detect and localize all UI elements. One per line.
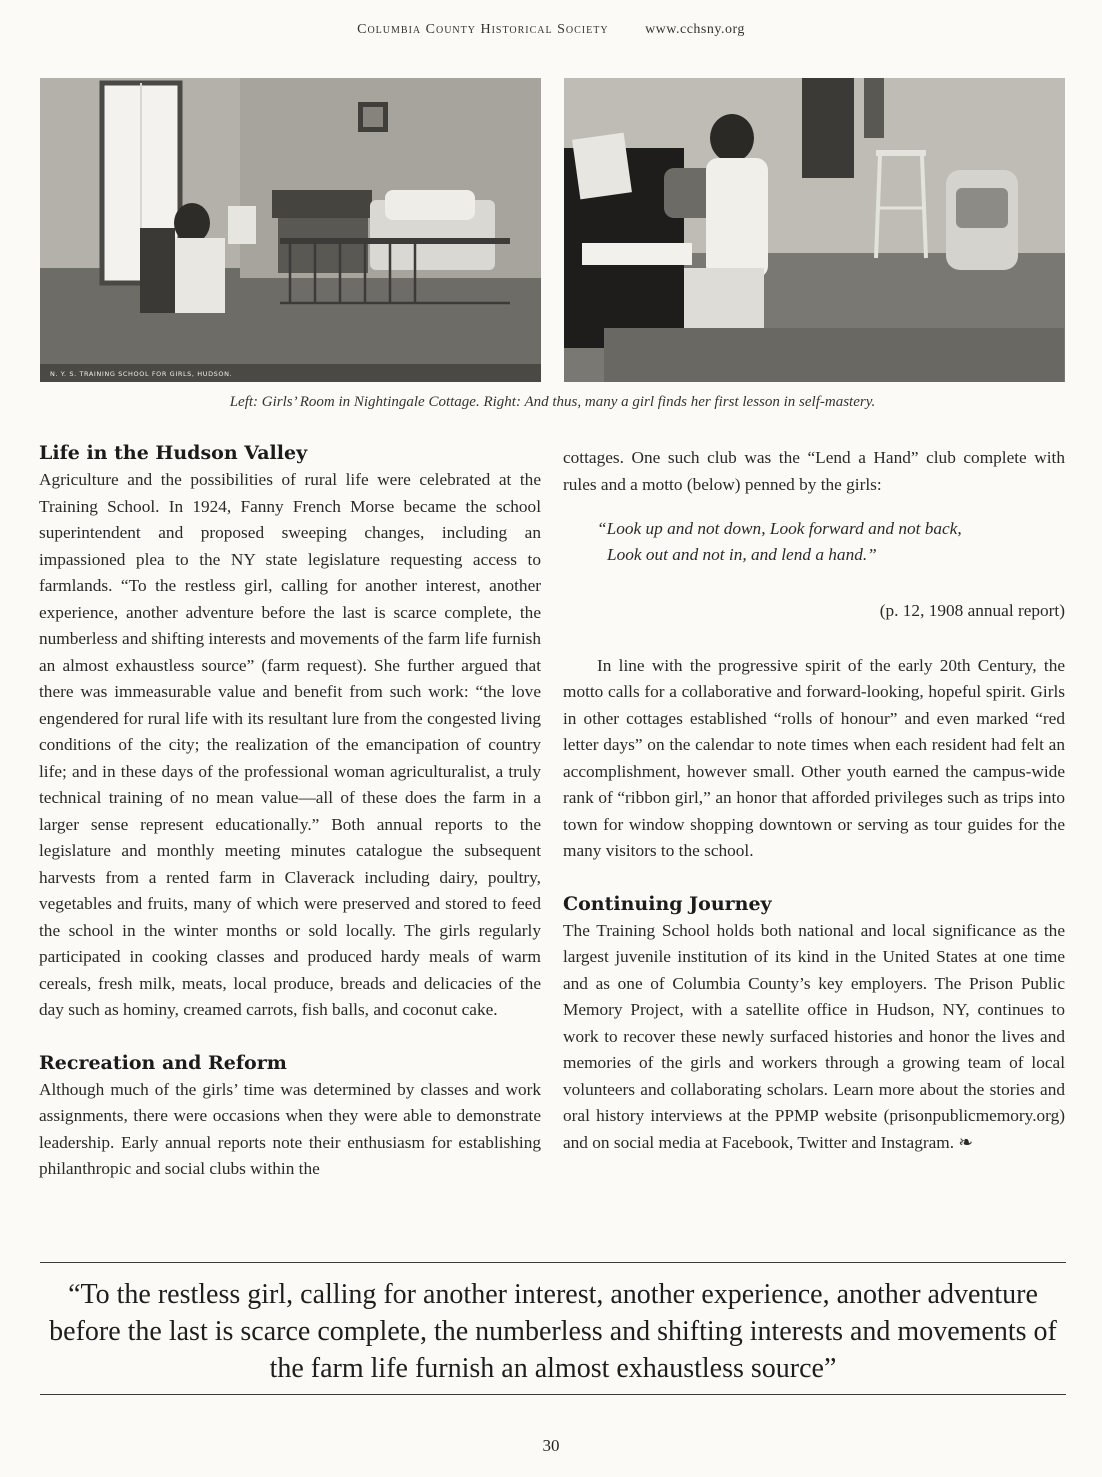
pull-quote-bottom-rule [40,1394,1066,1395]
photo-piano-lesson [564,78,1065,382]
paragraph-lend-a-hand: cottages. One such club was the “Lend a Hand” club complete with rules and a motto (below) penned by the girls: [563,448,1065,494]
club-motto [597,516,1065,568]
photo-girls-room-image [40,78,541,382]
heading-recreation-and-reform: Recreation and Reform [39,1051,287,1074]
paragraph-continuing-journey: The Training School holds both national and local significance as the largest juvenile institution of its kind in the United States at one time and as one of Columbia County’s key employers. The Prison Public Memory Project, with a satellite office in Hudson, NY, continues to work to recover these newly surfaced histories and honor the lives and memories of the girls and workers through a growing team of local volunteers and collaborating scholars. Learn more about the stories and oral history interviews at the PPMP website (prisonpublicmemory.org) and on social media at Facebook, Twitter and Instagram. ❧ [563,920,1065,1152]
pull-quote: “To the restless girl, calling for another interest, another experience, another adventure before the last is scarce complete, the numberless and shifting interests and movements of the farm life furnish an almost exhaustless source” [49,1279,1057,1384]
photo-caption: Left: Girls’ Room in Nightingale Cottage. Right: And thus, many a girl finds her first lesson in self-mastery. [229,394,876,410]
photo-plate-text: N. Y. S. TRAINING SCHOOL FOR GIRLS, HUDSON. [50,370,233,378]
photo-girls-room [40,78,541,382]
motto-line-1: “Look up and not down, Look forward and not back, [597,519,962,538]
heading-continuing-journey: Continuing Journey [563,892,772,915]
running-header [0,22,1102,38]
paragraph-progressive-spirit: In line with the progressive spirit of the early 20th Century, the motto calls for a collaborative and forward-looking, hopeful spirit. Girls in other cottages established “rolls of honour” and even marked “red letter days” on the calendar to note times when each resident had felt an accomplishment, however small. Other youth earned the campus-wide rank of “ribbon girl,” an honor that afforded privileges such as trips into town for window shopping downtown or serving as tour guides for the many visitors to the school. [563,655,1065,860]
right-column [563,445,1065,1156]
motto-line-2: Look out and not in, and lend a hand.” [607,545,877,564]
motto-citation: (p. 12, 1908 annual report) [879,601,1065,620]
pull-quote-top-rule [40,1262,1066,1263]
page-number: 30 [542,1436,560,1455]
header-org: Columbia County Historical Society [357,22,609,37]
paragraph-recreation-and-reform: Although much of the girls’ time was determined by classes and work assignments, there were occasions when they were able to demonstrate leadership. Early annual reports note their enthusiasm for establishing philanthropic and social clubs within the [39,1079,541,1178]
header-website: www.cchsny.org [645,22,745,37]
heading-life-in-hudson-valley: Life in the Hudson Valley [39,442,308,464]
photo-piano-lesson-image [564,78,1065,382]
paragraph-life-in-hudson-valley: Agriculture and the possibilities of rural life were celebrated at the Training School. In 1924, Fanny French Morse became the school superintendent and proposed sweeping changes, including an impassioned plea to the NY state legislature requesting access to farmlands. “To the restless girl, calling for another interest, another experience, another adventure before the last is scarce complete, the numberless and shifting interests and movements of the farm life furnish an almost exhaustless source” (farm request). She further argued that there was immeasurable value and benefit from such work: “the love engendered for rural life with its resultant lure from the congested living conditions of the city; the realization of the emancipation of country life; and in these days of the professional woman agriculturalist, a truly technical training of no mean value—all of these does the farm in a larger sense represent educationally.” Both annual reports to the legislature and monthly meeting minutes catalogue the subsequent harvests from a rented farm in Claverack including dairy, poultry, vegetables and fruits, many of which were preserved and stored to feed the school in the winter months or sold locally. The girls regularly participated in cooking classes and produced hardy meals of warm cereals, fresh milk, meats, local produce, breads and delicacies of the day such as hominy, creamed carrots, fish balls, and coconut cake. [39,470,542,1019]
left-column [39,440,541,1183]
